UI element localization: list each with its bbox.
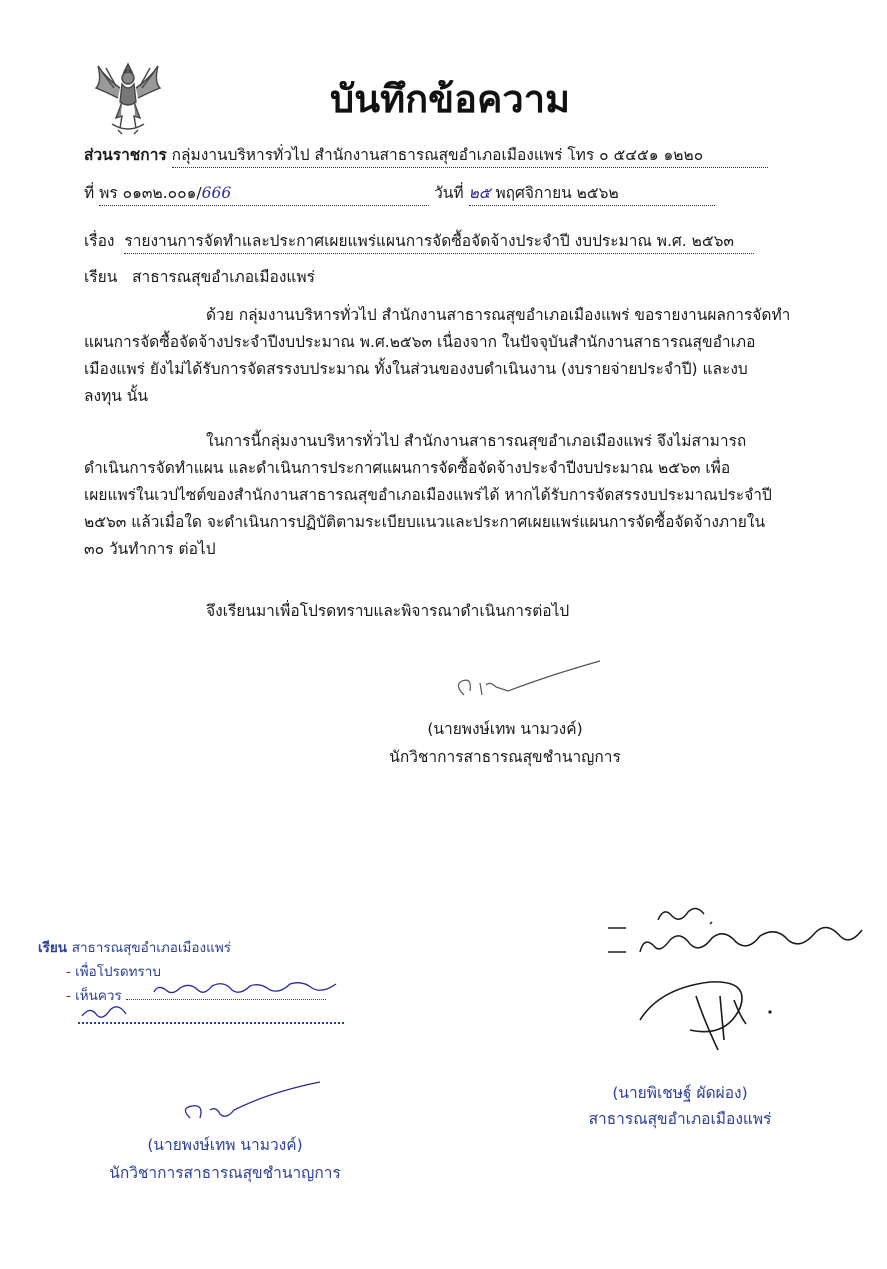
note-addressee-value: สาธารณสุขอำเภอเมืองแพร่ <box>71 940 231 956</box>
body-paragraph-2 <box>84 428 829 563</box>
date-label: วันที่ <box>434 184 464 202</box>
paragraph-line: แผนการจัดซื้อจัดจ้างประจำปีงบประมาณ พ.ศ.๒๕๖๓ เนื่องจาก ในปัจจุบันสำนักงานสาธารณสุขอำเภอ <box>84 333 756 351</box>
paragraph-line: ในการนี้กลุ่มงานบริหารทั่วไป สำนักงานสาธารณสุขอำเภอเมืองแพร่ จึงไม่สามารถ <box>206 432 747 450</box>
approval-handwriting <box>600 900 880 1080</box>
paragraph-line: เมืองแพร่ ยังไม่ได้รับการจัดสรรงบประมาณ ทั้งในส่วนของงบดำเนินงาน (งบรายจ่ายประจำปี) และงบ <box>84 360 748 378</box>
body-paragraph-1 <box>84 302 829 410</box>
paragraph-line: ลงทุน นั้น <box>84 387 148 405</box>
paragraph-line: เผยแพร่ในเวปไซต์ของสำนักงานสาธารณสุขอำเภอเมืองแพร่ได้ หากได้รับการจัดสรรงบประมาณประจำปี <box>84 486 772 504</box>
subject-label: เรื่อง <box>84 232 115 250</box>
reference-label: ที่ <box>84 184 95 202</box>
approver-position: สาธารณสุขอำเภอเมืองแพร่ <box>588 1110 772 1128</box>
reference-value: พร ๐๑๓๒.๐๐๑/ <box>99 184 202 202</box>
note-addressee <box>38 936 231 958</box>
approver-name: (นายพิเชษฐ์ ผัดผ่อง) <box>612 1084 748 1102</box>
document-title: บันทึกข้อความ <box>330 77 571 121</box>
note-item-recommend-label: - เห็นควร <box>66 988 122 1004</box>
paragraph-line: ๒๕๖๓ แล้วเมื่อใด จะดำเนินการปฏิบัติตามระเบียบแนวและประกาศเผยแพร่แผนการจัดซื้อจัดจ้างภายใน <box>84 513 766 531</box>
note-handwriting <box>140 972 370 1032</box>
note-item-acknowledge: - เพื่อโปรดทราบ <box>66 964 161 980</box>
note-signature <box>180 1080 340 1130</box>
paragraph-line: ๓๐ วันทำการ ต่อไป <box>84 540 216 558</box>
date-day-handwritten: ๒๕ <box>468 184 491 202</box>
reference-number-handwritten: 666 <box>201 184 232 202</box>
signer-position: นักวิชาการสาธารณสุขชำนาญการ <box>389 748 621 766</box>
reference-row <box>84 180 715 206</box>
signer-signature <box>450 655 610 705</box>
note-signer-position: นักวิชาการสาธารณสุขชำนาญการ <box>109 1164 341 1182</box>
note-addressee-label: เรียน <box>38 940 68 956</box>
addressee-label: เรียน <box>84 268 118 286</box>
paragraph-line: ดำเนินการจัดทำแผน และดำเนินการประกาศแผนการจัดซื้อจัดจ้างประจำปีงบประมาณ ๒๕๖๓ เพื่อ <box>84 459 731 477</box>
signer-name: (นายพงษ์เทพ นามวงค์) <box>427 720 583 738</box>
garuda-emblem-icon <box>92 58 164 136</box>
date-value: พฤศจิกายน ๒๕๖๒ <box>495 184 619 202</box>
department-label: ส่วนราชการ <box>84 146 167 164</box>
addressee-row <box>84 264 315 289</box>
closing-sentence: จึงเรียนมาเพื่อโปรดทราบและพิจารณาดำเนินการต่อไป <box>206 602 570 620</box>
note-signer-name: (นายพงษ์เทพ นามวงค์) <box>147 1136 303 1154</box>
department-value: กลุ่มงานบริหารทั่วไป สำนักงานสาธารณสุขอำเภอเมืองแพร่ โทร ๐ ๕๔๕๑ ๑๒๒๐ <box>172 142 768 168</box>
paragraph-line: ด้วย กลุ่มงานบริหารทั่วไป สำนักงานสาธารณสุขอำเภอเมืองแพร่ ขอรายงานผลการจัดทำ <box>206 306 791 324</box>
subject-value: รายงานการจัดทำและประกาศเผยแพร่แผนการจัดซื้อจัดจ้างประจำปี งบประมาณ พ.ศ. ๒๕๖๓ <box>124 228 754 254</box>
subject-row <box>84 228 754 254</box>
department-row <box>84 142 768 168</box>
addressee-value: สาธารณสุขอำเภอเมืองแพร่ <box>132 268 315 286</box>
